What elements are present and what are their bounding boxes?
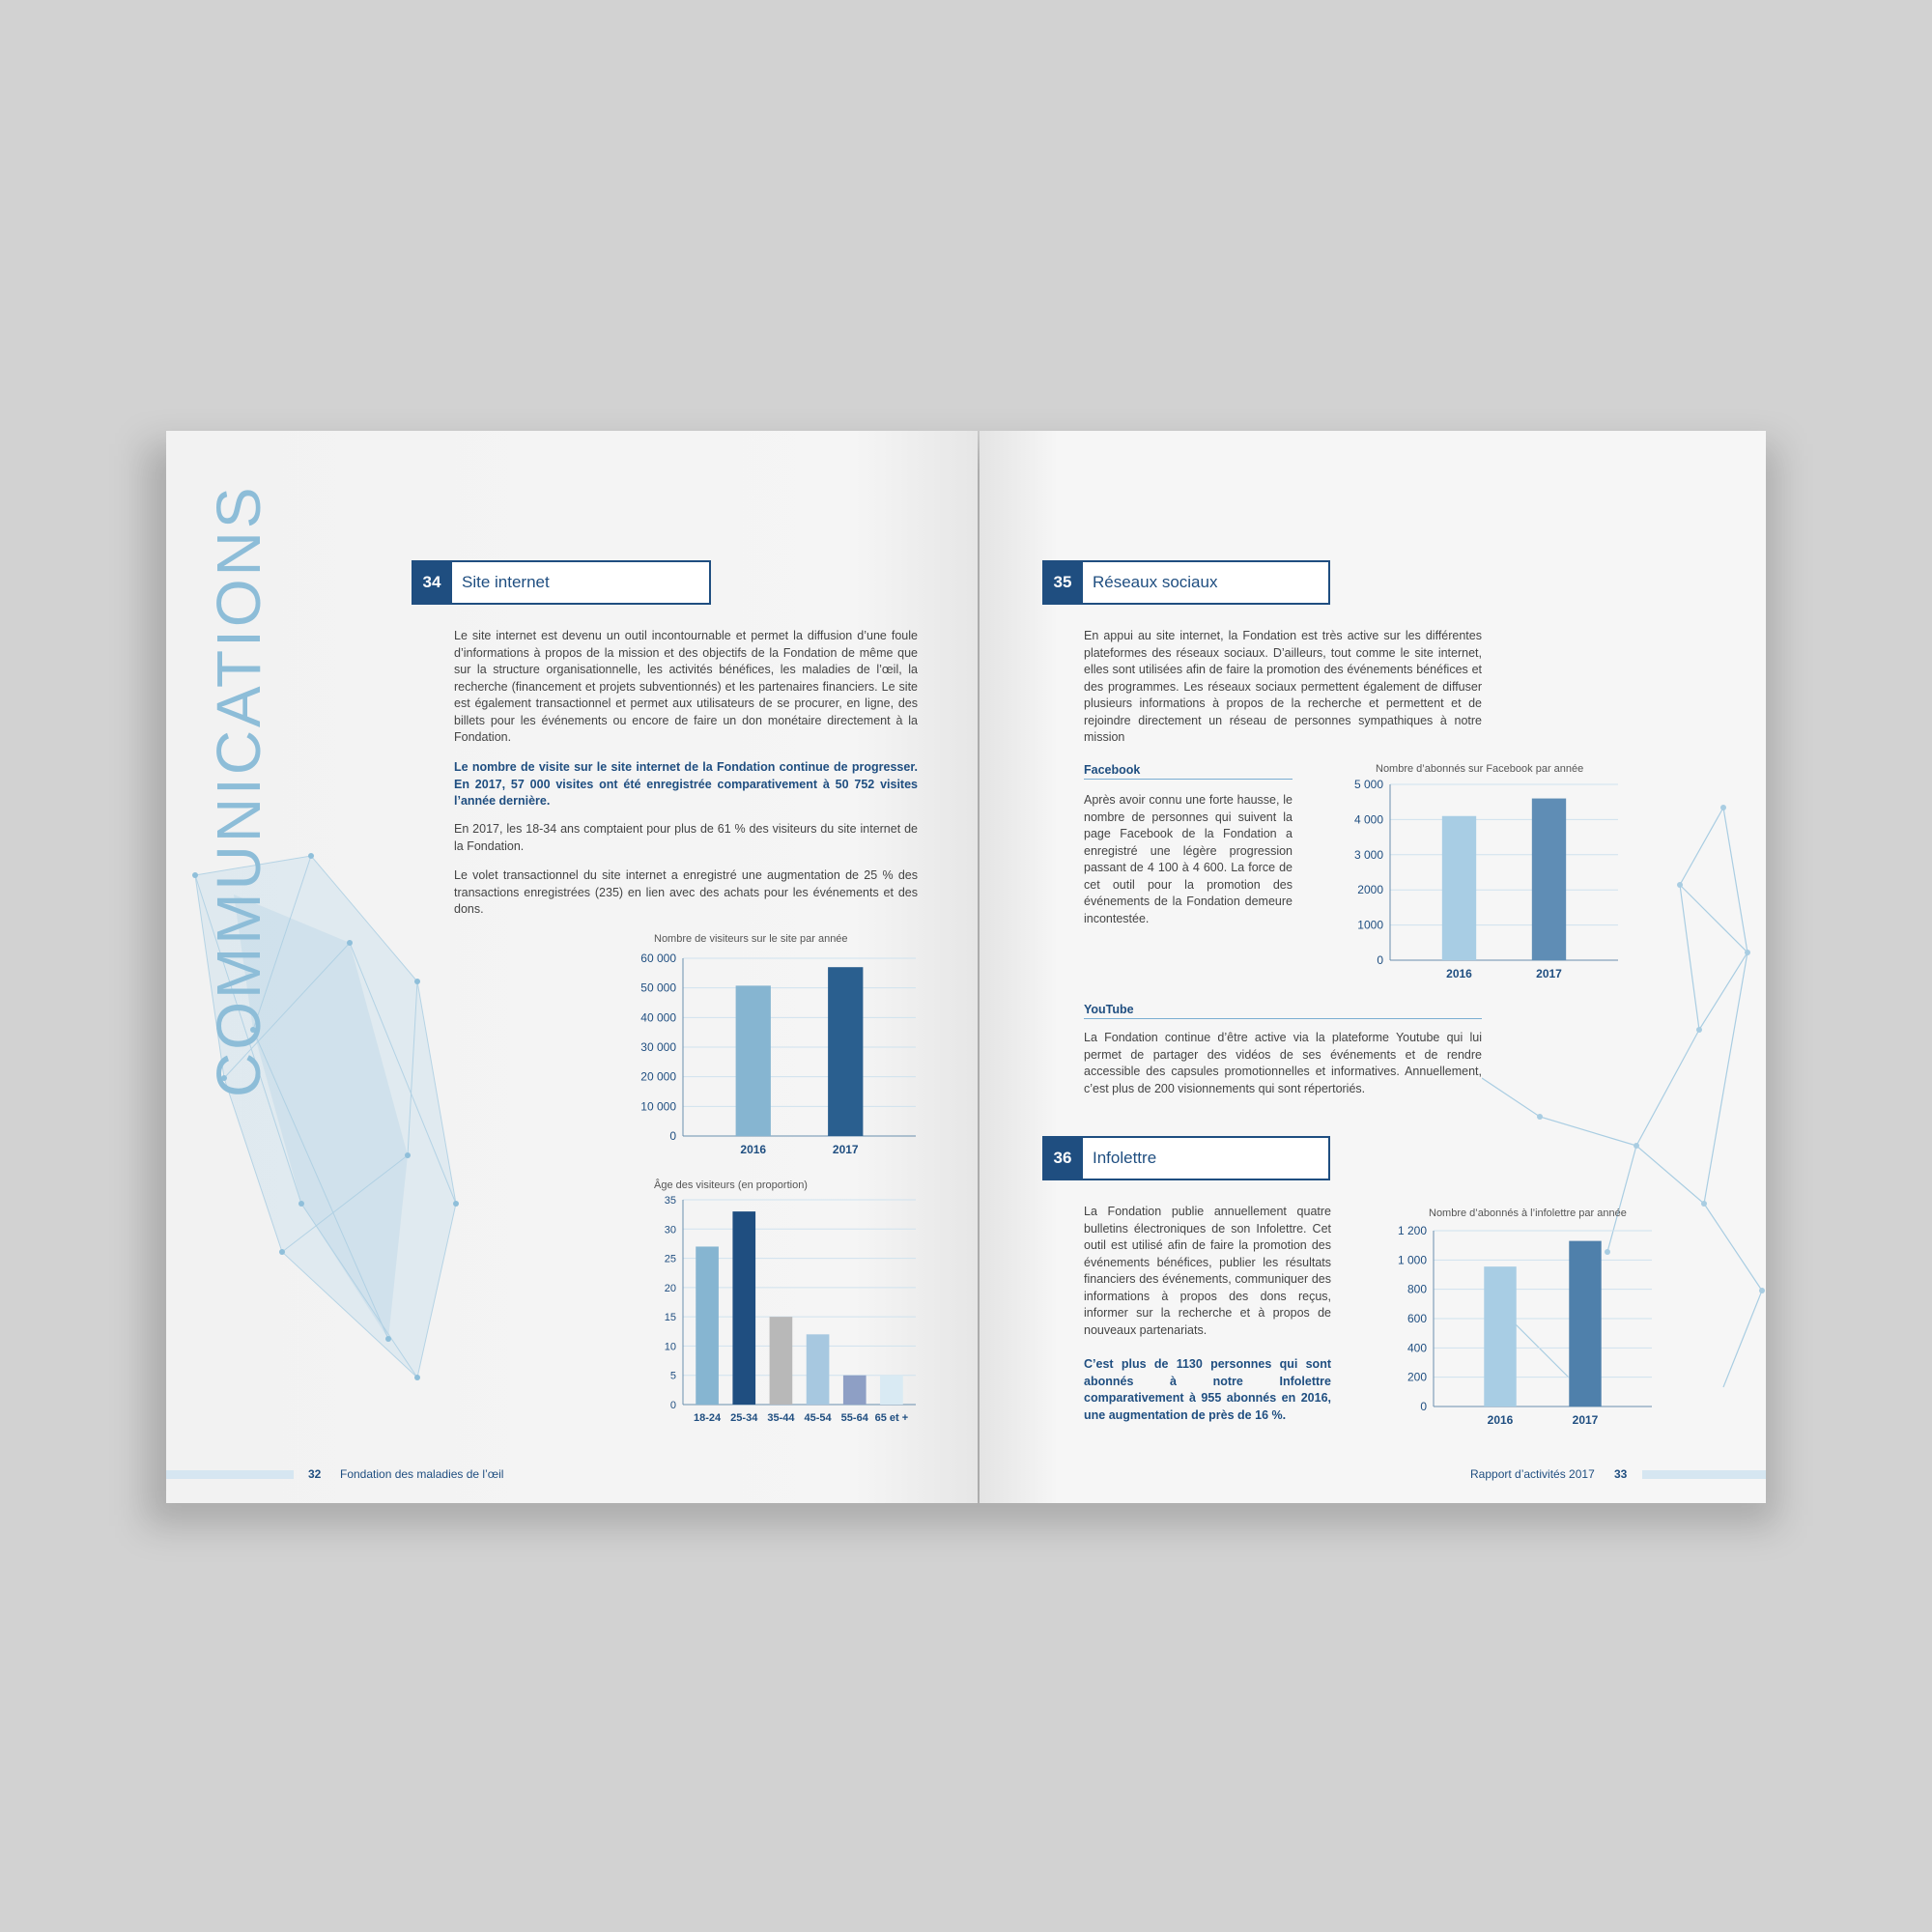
footer-bar-left xyxy=(166,1470,294,1479)
x-tick-label: 35-44 xyxy=(767,1412,795,1424)
section-title: Infolettre xyxy=(1093,1149,1157,1167)
y-tick-label: 200 xyxy=(1406,1370,1427,1384)
chart-visitors xyxy=(611,952,920,1155)
y-tick-label: 1000 xyxy=(1357,918,1383,932)
chart-infolettre xyxy=(1366,1225,1656,1428)
y-tick-label: 40 000 xyxy=(640,1010,676,1025)
y-tick-label: 1 000 xyxy=(1397,1253,1427,1267)
chart-title-visitors: Nombre de visiteurs sur le site par année xyxy=(654,933,848,945)
y-tick-label: 0 xyxy=(669,1400,676,1411)
bar-45-54 xyxy=(807,1334,830,1405)
y-tick-label: 0 xyxy=(669,1129,676,1143)
x-tick-label: 65 et + xyxy=(874,1412,909,1424)
y-tick-label: 30 000 xyxy=(640,1040,676,1054)
bar-55-64 xyxy=(843,1376,867,1405)
x-tick-label: 55-64 xyxy=(840,1412,868,1424)
x-tick-label: 2016 xyxy=(1446,967,1472,980)
x-tick-label: 2017 xyxy=(1572,1413,1599,1427)
y-tick-label: 5 xyxy=(669,1370,676,1382)
y-tick-label: 0 xyxy=(1377,953,1383,967)
y-tick-label: 0 xyxy=(1420,1400,1427,1413)
footer-page-number: 32 xyxy=(308,1467,322,1481)
paragraph-infolettre: La Fondation publie annuellement quatre bulletins électroniques de son Infolettre. Cet outil est utilisé afin de faire la promotion des événements bénéfices, publier les résultats financiers des événements, communiquer des informations à propos des dons reçus, informer sur la recherche et à propos de nouveaux partenariats. xyxy=(1084,1205,1331,1337)
x-tick-label: 2017 xyxy=(1536,967,1562,980)
y-tick-label: 1 200 xyxy=(1397,1224,1427,1237)
y-tick-label: 60 000 xyxy=(640,952,676,965)
chart-title-age: Âge des visiteurs (en proportion) xyxy=(654,1179,808,1191)
x-tick-label: 18-24 xyxy=(694,1412,722,1424)
y-tick-label: 5 000 xyxy=(1353,778,1383,791)
y-tick-label: 3 000 xyxy=(1353,847,1383,862)
paragraph-youtube: La Fondation continue d’être active via la plateforme Youtube qui lui permet de partager des vidéos de ses événements et de rendre accessible des capsules promotionnelles et informatives. Annuellement, c’est plus de 200 visionnements qui sont répertoriés. xyxy=(1084,1031,1482,1095)
x-tick-label: 2016 xyxy=(1487,1413,1514,1427)
bar-2017 xyxy=(1569,1241,1601,1406)
bar-18-24 xyxy=(696,1246,719,1405)
footer-page-number: 33 xyxy=(1614,1467,1628,1481)
paragraph-social-intro: En appui au site internet, la Fondation est très active sur les différentes plateformes des réseaux sociaux. D’ailleurs, tout comme le site internet, elles sont utilisées afin de faire la promotion des événements bénéfices et des programmes. Les réseaux sociaux permettent également de diffuser plusieurs informations à propos de la recherche et permettent et de rejoindre directement un réseau de personnes sympathiques à notre mission xyxy=(1084,629,1482,744)
y-tick-label: 10 000 xyxy=(640,1099,676,1114)
footer-bar-right xyxy=(1642,1470,1766,1479)
paragraph-infolettre-highlight: C’est plus de 1130 personnes qui sont abonnés à notre Infolettre comparativement à 955 abonnés en 2016, une augmentation de près de 16 %. xyxy=(1084,1357,1331,1422)
chart-title-infolettre: Nombre d’abonnés à l’infolettre par année xyxy=(1429,1208,1627,1219)
facebook-heading: Facebook xyxy=(1084,763,1293,780)
paragraph-transactions: Le volet transactionnel du site internet a enregistré une augmentation de 25 % des transactions enregistrées (235) en lien avec des achats pour les événements et des dons. xyxy=(454,868,918,916)
paragraph-age: En 2017, les 18-34 ans comptaient pour plus de 61 % des visiteurs du site internet de la Fondation. xyxy=(454,822,918,853)
x-tick-label: 25-34 xyxy=(730,1412,758,1424)
section-title: Réseaux sociaux xyxy=(1093,573,1218,591)
bar-2017 xyxy=(1532,799,1566,960)
bar-2016 xyxy=(1484,1266,1516,1406)
y-tick-label: 400 xyxy=(1406,1341,1427,1355)
x-tick-label: 2016 xyxy=(740,1143,767,1156)
bar-2016 xyxy=(736,985,771,1136)
right-page xyxy=(980,431,1766,1503)
section-header-infolettre xyxy=(1042,1136,1330,1180)
y-tick-label: 20 xyxy=(664,1282,676,1294)
y-tick-label: 800 xyxy=(1406,1282,1427,1296)
chart-age xyxy=(611,1194,920,1426)
paragraph-facebook: Après avoir connu une forte hausse, le nombre de personnes qui suivent la page Facebook de la Fondation a enregistré une légère progression passant de 4 100 à 4 600. La force de cet outil pour la promotion des événements de la Fondation demeure incontestée. xyxy=(1084,793,1293,925)
left-page xyxy=(166,431,978,1503)
y-tick-label: 600 xyxy=(1406,1312,1427,1325)
paragraph-intro: Le site internet est devenu un outil incontournable et permet la diffusion d’une foule d’informations à propos de la mission et des objectifs de la Fondation de même que sur la structure organisationnelle, les activités bénéfices, les maladies de l’œil, la recherche (financement et projets subventionnés) et les partenaires financiers. Le site est également transactionnel et permet aux utilisateurs de se procurer, en ligne, des billets pour les événements ou encore de faire un don monétaire directement à la Fondation. xyxy=(454,629,918,744)
section-header-reseaux-sociaux xyxy=(1042,560,1330,605)
bar-2017 xyxy=(828,967,863,1136)
footer-text: Fondation des maladies de l’œil xyxy=(340,1467,504,1481)
y-tick-label: 50 000 xyxy=(640,980,676,995)
chart-title-facebook: Nombre d’abonnés sur Facebook par année xyxy=(1376,763,1584,775)
section-number: 36 xyxy=(1042,1138,1083,1179)
paragraph-visits: Le nombre de visite sur le site internet de la Fondation continue de progresser. En 2017, 57 000 visites ont été enregistrée comparativement à 50 752 visites l’année dernière. xyxy=(454,760,918,808)
bar-2016 xyxy=(1442,816,1476,960)
x-tick-label: 2017 xyxy=(832,1143,859,1156)
section-header-site-internet xyxy=(412,560,711,605)
y-tick-label: 10 xyxy=(664,1341,676,1353)
section-title: Site internet xyxy=(462,573,550,591)
y-tick-label: 4 000 xyxy=(1353,812,1383,827)
y-tick-label: 15 xyxy=(664,1312,676,1324)
y-tick-label: 2000 xyxy=(1357,883,1383,897)
section-number: 35 xyxy=(1042,562,1083,603)
bar-65 et + xyxy=(880,1376,903,1405)
youtube-heading: YouTube xyxy=(1084,1003,1482,1019)
y-tick-label: 30 xyxy=(664,1224,676,1236)
footer-text: Rapport d’activités 2017 xyxy=(1470,1467,1595,1481)
bar-25-34 xyxy=(732,1211,755,1405)
bar-35-44 xyxy=(770,1317,793,1405)
y-tick-label: 35 xyxy=(664,1195,676,1207)
vertical-section-title: COMMUNICATIONS xyxy=(204,484,273,1097)
x-tick-label: 45-54 xyxy=(804,1412,832,1424)
section-number: 34 xyxy=(412,562,452,603)
y-tick-label: 25 xyxy=(664,1253,676,1265)
y-tick-label: 20 000 xyxy=(640,1069,676,1084)
chart-facebook xyxy=(1313,779,1622,981)
